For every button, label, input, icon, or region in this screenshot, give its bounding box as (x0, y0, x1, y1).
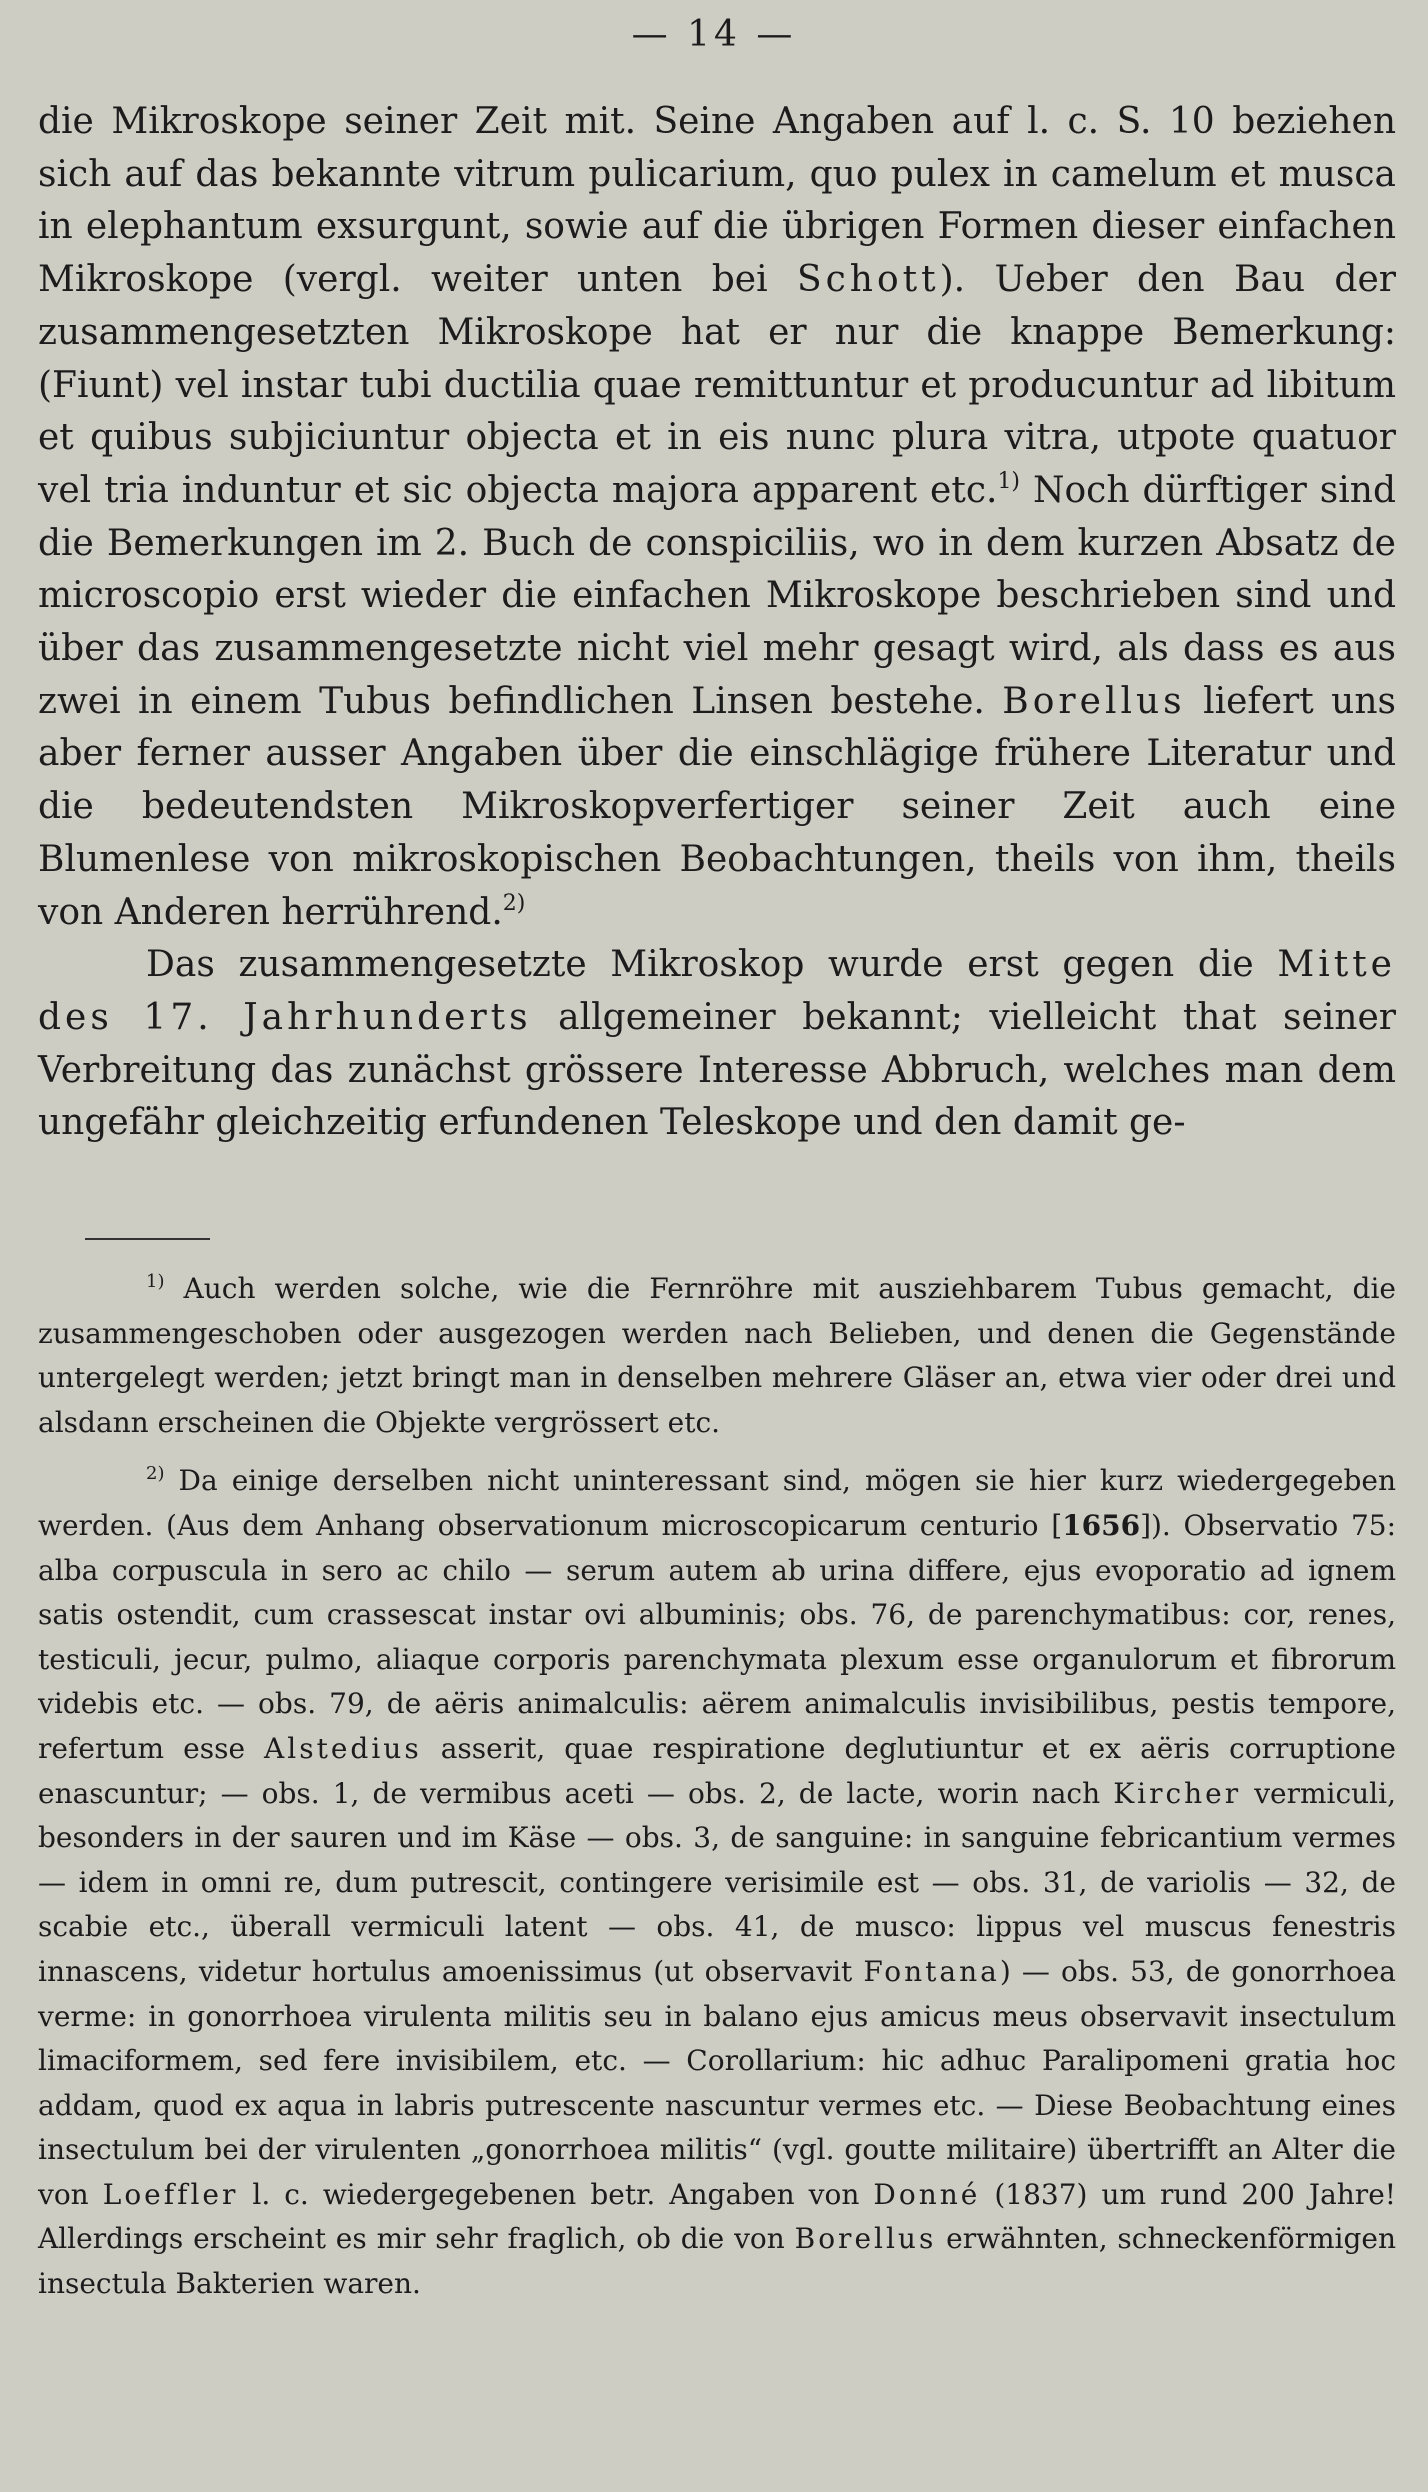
text-run: erwähnten, schneckenförmigen insectula Bakterien waren. (38, 2222, 1396, 2301)
footnote-separator (85, 1238, 210, 1240)
text-run: die Mikroskope seiner Zeit mit. Seine Angaben auf l. c. S. 10 beziehen sich auf das bekannte vitrum pulicarium, quo pulex in camelum et musca in elephantum exsurgunt, sowie auf die übrigen Formen dieser einfachen Mikroskope (vergl. weiter unten bei (38, 101, 1396, 301)
spaced-name: Alstedius (264, 1731, 422, 1765)
text-run: Das zusammengesetzte Mikroskop wurde erst gegen die (146, 944, 1278, 986)
spaced-name: Fontana (863, 1954, 1000, 1988)
spaced-name: Mitte des 17. Jahrhunderts (38, 944, 1396, 1038)
paragraph-1 (38, 96, 1396, 939)
spaced-name: Kircher (1113, 1776, 1242, 1810)
text-run: allgemeiner bekannt; vielleicht that seiner Verbreitung das zunächst grössere Interesse Abbruch, welches man dem ungefähr gleichzeitig erfundenen Teleskope und den damit ge- (38, 996, 1396, 1144)
spaced-name: Borellus (794, 2222, 937, 2256)
text-run: ). Ueber den Bau der zusammengesetzten Mikroskope hat er nur die knappe Bemerkung: (Fiunt) vel instar tubi ductilia quae remittuntur et producuntur ad libitum et quibus subjiciuntur objecta et in eis nunc plura vitra, utpote quatuor vel tria induntur et sic objecta majora apparent etc. (38, 259, 1396, 511)
main-text (38, 96, 1396, 1150)
footnote-marker: 2) (146, 1463, 165, 1485)
footnote-marker: 1) (997, 468, 1021, 494)
text-run: (1837) um rund 200 Jahre! Allerdings erscheint es mir sehr fraglich, ob die von (38, 2177, 1397, 2256)
page-number: — 14 — (631, 14, 797, 55)
footnote-marker: 2) (502, 890, 526, 916)
footnote-marker: 1) (146, 1271, 165, 1292)
text-run: ]). Observatio 75: alba corpuscula in sero ac chilo — serum autem ab urina differe, ejus evoporatio ad ignem satis ostendit, cum crassescat instar ovi albuminis; obs. 76, de parenchymatibus: cor, renes, testiculi, jecur, pulmo, aliaque corporis parenchymata plexum esse organulorum et fibrorum videbis etc. — obs. 79, de aëris animalculis: aërem animalculis invisibilibus, pestis tempore, refertum esse (38, 1508, 1397, 1765)
footnotes (38, 1267, 1396, 2307)
spaced-name: Borellus (1002, 680, 1186, 722)
text-run: vermiculi, besonders in der sauren und im Käse — obs. 3, de sanguine: in sanguine febricantium vermes — idem in omni re, dum putrescit, contingere verisimile est — obs. 31, de variolis — 32, de scabie etc., überall vermiculi latent — obs. 41, de musco: lippus vel muscus fenestris innascens, videtur hortulus amoenissimus (ut observavit (38, 1776, 1396, 1988)
text-run: Noch dürftiger sind die Bemerkungen im 2. Buch de conspiciliis, wo in dem kurzen Absatz de microscopio erst wieder die einfachen Mikroskope beschrieben sind und über das zusammengesetzte nicht viel mehr gesagt wird, als dass es aus zwei in einem Tubus befindlichen Linsen bestehe. (38, 469, 1396, 722)
spaced-name: Donné (873, 2177, 981, 2211)
bold-text: 1656 (1062, 1508, 1141, 1542)
footnote-1 (38, 1267, 1396, 1445)
text-run: liefert uns aber ferner ausser Angaben über die einschlägige frühere Literatur und die bedeutendsten Mikroskopverfertiger seiner Zeit auch eine Blumenlese von mikroskopischen Beobachtungen, theils von ihm, theils von Anderen herrührend. (38, 680, 1397, 933)
text-run: Auch werden solche, wie die Fernröhre mit ausziehbarem Tubus gemacht, die zusammengeschoben oder ausgezogen werden nach Belieben, und denen die Gegenstände untergelegt werden; jetzt bringt man in denselben mehrere Gläser an, etwa vier oder drei und alsdann erscheinen die Objekte vergrössert etc. (38, 1272, 1396, 1439)
spaced-name: Loeffler (102, 2177, 239, 2211)
text-run: ) — obs. 53, de gonorrhoea verme: in gonorrhoea virulenta militis seu in balano ejus amicus meus observavit insectulum limaciformem, sed fere invisibilem, etc. — Corollarium: hic adhuc Paralipomeni gratia hoc addam, quod ex aqua in labris putrescente nascuntur vermes etc. — Diese Beobachtung eines insectulum bei der virulenten „gonorrhoea militis“ (vgl. goutte militaire) übertrifft an Alter die von (38, 1954, 1396, 2211)
text-run: asserit, quae respiratione deglutiuntur et ex aëris corruptione enascuntur; — obs. 1, de vermibus aceti — obs. 2, de lacte, worin nach (38, 1731, 1396, 1810)
spaced-name: Schott (796, 259, 940, 301)
text-run: l. c. wiedergegebenen betr. Angaben von (238, 2177, 874, 2211)
text-run: Da einige derselben nicht uninteressant sind, mögen sie hier kurz wiedergegeben werden. (Aus dem Anhang observationum microscopicarum centurio [ (38, 1464, 1396, 1542)
footnote-2 (38, 1459, 1396, 2306)
paragraph-2 (38, 939, 1396, 1150)
